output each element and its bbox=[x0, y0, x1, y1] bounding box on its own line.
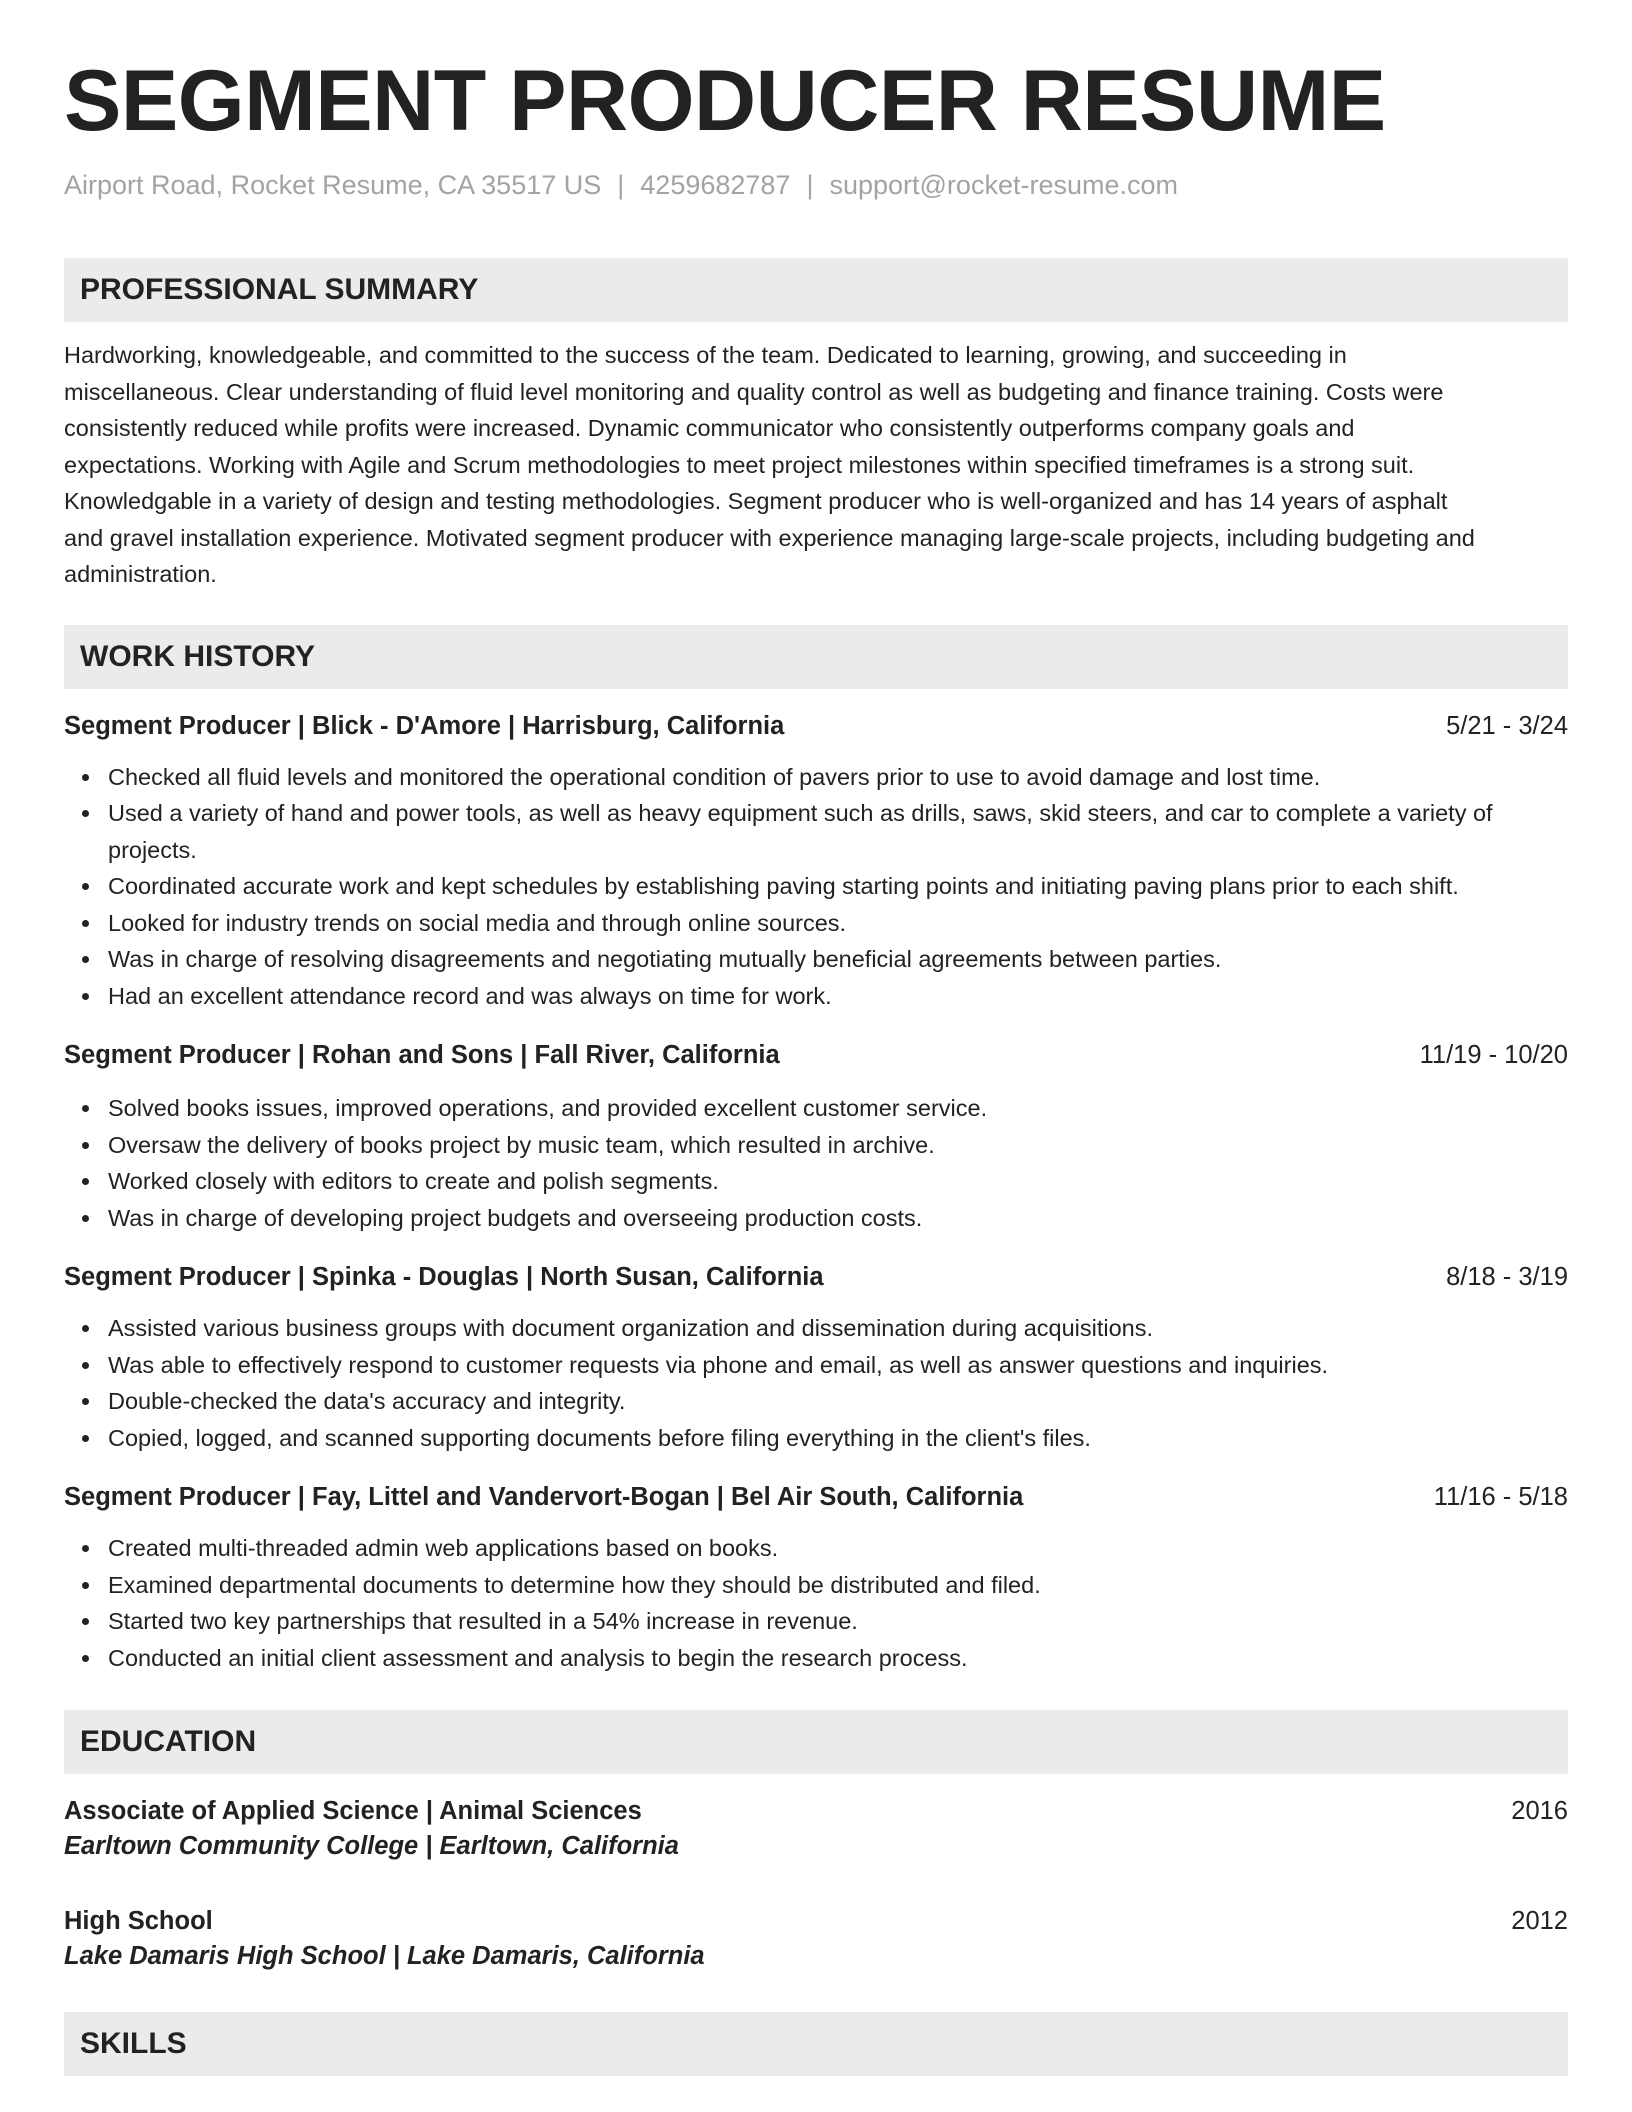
contact-email: support@rocket-resume.com bbox=[829, 170, 1178, 200]
education-header bbox=[64, 1904, 1568, 1938]
job-bullets bbox=[64, 759, 1568, 1015]
job-bullets bbox=[64, 1090, 1568, 1236]
bullet-item: Double-checked the data's accuracy and integrity. bbox=[108, 1383, 1568, 1420]
contact-phone: 4259682787 bbox=[640, 170, 791, 200]
bullet-item: Conducted an initial client assessment and analysis to begin the research process. bbox=[108, 1640, 1568, 1677]
resume-title: SEGMENT PRODUCER RESUME bbox=[64, 53, 1386, 149]
bullet-item: Worked closely with editors to create and polish segments. bbox=[108, 1163, 1568, 1200]
bullet-item: Checked all fluid levels and monitored the operational condition of pavers prior to use to avoid damage and lost time. bbox=[108, 759, 1568, 796]
bullet-item bbox=[108, 795, 1568, 868]
education-entry bbox=[64, 1904, 1568, 1974]
job-entry bbox=[64, 1480, 1568, 1676]
summary-line: miscellaneous. Clear understanding of fluid level monitoring and quality control as well as budgeting and finance training. Costs were bbox=[64, 378, 1444, 405]
summary-line: administration. bbox=[64, 561, 217, 587]
job-title: Segment Producer | Fay, Littel and Vandervort-Bogan | Bel Air South, California bbox=[64, 1483, 1024, 1511]
summary-line: expectations. Working with Agile and Scrum methodologies to meet project milestones within specified timeframes is a strong suit. bbox=[64, 451, 1415, 478]
bullet-item: Looked for industry trends on social media and through online sources. bbox=[108, 905, 1568, 942]
bullet-item: Assisted various business groups with document organization and dissemination during acquisitions. bbox=[108, 1310, 1568, 1347]
education-header bbox=[64, 1794, 1568, 1828]
bullet-item: Was in charge of developing project budgets and overseeing production costs. bbox=[108, 1200, 1568, 1237]
bullet-line: projects. bbox=[108, 836, 197, 863]
job-dates: 5/21 - 3/24 bbox=[1446, 711, 1568, 740]
section-header-skills: SKILLS bbox=[64, 2012, 1568, 2076]
contact-separator: | bbox=[806, 170, 814, 200]
job-header bbox=[64, 1260, 1568, 1294]
summary-line: Hardworking, knowledgeable, and committed to the success of the team. Dedicated to learning, growing, and succeeding in bbox=[64, 342, 1347, 368]
bullet-item: Examined departmental documents to determine how they should be distributed and filed. bbox=[108, 1567, 1568, 1604]
job-title: Segment Producer | Rohan and Sons | Fall River, California bbox=[64, 1041, 780, 1069]
education-year: 2012 bbox=[1511, 1907, 1568, 1935]
job-dates: 8/18 - 3/19 bbox=[1446, 1263, 1568, 1291]
bullet-item: Had an excellent attendance record and was always on time for work. bbox=[108, 978, 1568, 1015]
bullet-line: Used a variety of hand and power tools, as well as heavy equipment such as drills, saws, skid steers, and car to complete a variety of bbox=[108, 800, 1493, 826]
bullet-item: Copied, logged, and scanned supporting documents before filing everything in the client's files. bbox=[108, 1420, 1568, 1457]
section-header-summary: PROFESSIONAL SUMMARY bbox=[64, 258, 1568, 322]
bullet-item: Started two key partnerships that resulted in a 54% increase in revenue. bbox=[108, 1603, 1568, 1640]
education-school: Lake Damaris High School | Lake Damaris, California bbox=[64, 1942, 705, 1970]
bullet-item: Was in charge of resolving disagreements and negotiating mutually beneficial agreements between parties. bbox=[108, 941, 1568, 978]
summary-line: and gravel installation experience. Motivated segment producer with experience managing large-scale projects, including budgeting and bbox=[64, 524, 1475, 551]
job-header bbox=[64, 1038, 1568, 1072]
contact-line bbox=[64, 168, 1568, 202]
bullet-item: Created multi-threaded admin web applications based on books. bbox=[108, 1530, 1568, 1567]
contact-address: Airport Road, Rocket Resume, CA 35517 US bbox=[64, 170, 602, 200]
bullet-item: Oversaw the delivery of books project by music team, which resulted in archive. bbox=[108, 1127, 1568, 1164]
section-header-work-history: WORK HISTORY bbox=[64, 625, 1568, 689]
job-bullets bbox=[64, 1310, 1568, 1456]
job-header bbox=[64, 1480, 1568, 1514]
resume-page bbox=[64, 0, 1568, 2076]
contact-separator: | bbox=[617, 170, 625, 200]
education-degree: High School bbox=[64, 1907, 213, 1935]
job-header bbox=[64, 709, 1568, 743]
education-degree: Associate of Applied Science | Animal Sciences bbox=[64, 1797, 642, 1825]
bullet-item: Solved books issues, improved operations, and provided excellent customer service. bbox=[108, 1090, 1568, 1127]
summary-line: Knowledgable in a variety of design and testing methodologies. Segment producer who is well-organized and has 14 years of asphalt bbox=[64, 488, 1448, 514]
education-entry bbox=[64, 1794, 1568, 1864]
bullet-item: Was able to effectively respond to customer requests via phone and email, as well as answer questions and inquiries. bbox=[108, 1347, 1568, 1384]
education-school: Earltown Community College | Earltown, California bbox=[64, 1832, 679, 1860]
job-title: Segment Producer | Spinka - Douglas | North Susan, California bbox=[64, 1263, 824, 1291]
job-dates: 11/19 - 10/20 bbox=[1419, 1041, 1568, 1069]
job-entry bbox=[64, 1260, 1568, 1456]
job-entry bbox=[64, 709, 1568, 1015]
summary-line: consistently reduced while profits were increased. Dynamic communicator who consistently outperforms company goals and bbox=[64, 415, 1355, 441]
bullet-item: Coordinated accurate work and kept schedules by establishing paving starting points and initiating paving plans prior to each shift. bbox=[108, 868, 1568, 905]
job-entry bbox=[64, 1038, 1568, 1236]
job-dates: 11/16 - 5/18 bbox=[1433, 1483, 1568, 1511]
job-title: Segment Producer | Blick - D'Amore | Harrisburg, California bbox=[64, 711, 785, 740]
education-year: 2016 bbox=[1511, 1797, 1568, 1825]
job-bullets bbox=[64, 1530, 1568, 1676]
summary-paragraph bbox=[64, 337, 1568, 593]
section-header-education: EDUCATION bbox=[64, 1710, 1568, 1774]
